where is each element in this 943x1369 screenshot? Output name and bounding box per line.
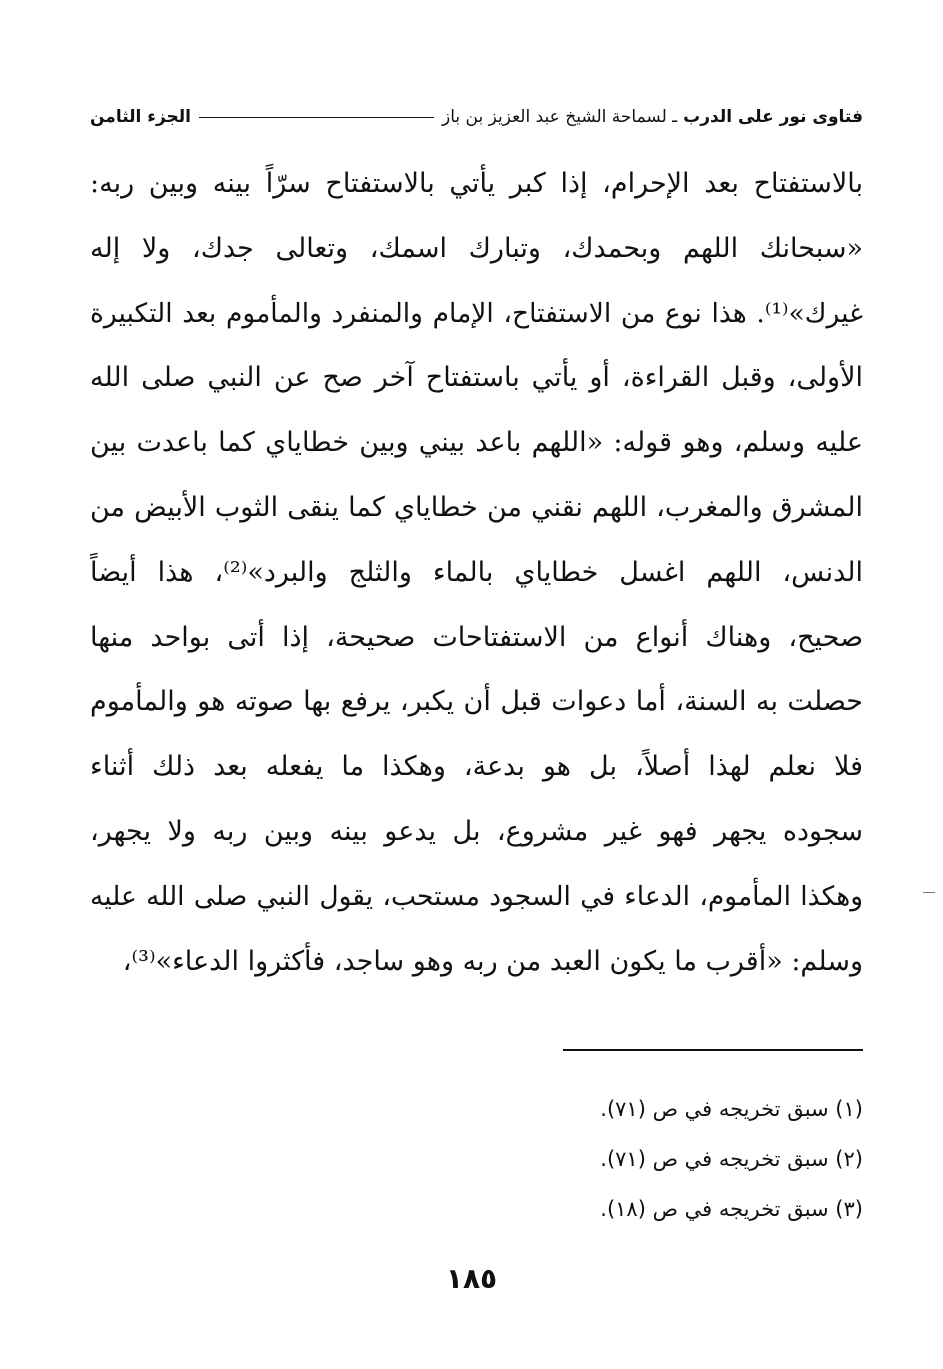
margin-mark [923,892,935,893]
footnote-1: (١) سبق تخريجه في ص (٧١). [600,1097,863,1121]
body-line: فلا نعلم لهذا أصلاً، بل هو بدعة، وهكذا ما يفعله بعد ذلك أثناء [90,751,863,783]
body-line: الدنس، اللهم اغسل خطاياي بالماء والثلج والبرد»⁽²⁾، هذا أيضاً [90,556,863,588]
body-line: «سبحانك اللهم وبحمدك، وتبارك اسمك، وتعالى جدك، ولا إله [90,232,863,264]
body-line: وسلم: «أقرب ما يكون العبد من ربه وهو ساجد، فأكثروا الدعاء»⁽³⁾، [122,945,863,977]
body-text [90,152,863,994]
running-header [90,100,863,134]
body-line: المشرق والمغرب، اللهم نقني من خطاياي كما ينقى الثوب الأبيض من [90,491,863,523]
footnote-3: (٣) سبق تخريجه في ص (١٨). [600,1197,863,1221]
body-line: حصلت به السنة، أما دعوات قبل أن يكبر، يرفع بها صوته هو والمأموم [90,686,863,718]
footnote-2: (٢) سبق تخريجه في ص (٧١). [600,1147,863,1171]
footnotes [363,1084,863,1234]
body-line: سجوده يجهر فهو غير مشروع، بل يدعو بينه وبين ربه ولا يجهر، [90,815,863,847]
header-author: ـ لسماحة الشيخ عبد العزيز بن باز [442,107,678,127]
body-line: بالاستفتاح بعد الإحرام، إذا كبر يأتي بالاستفتاح سرّاً بينه وبين ربه: [90,168,863,199]
header-book-title: فتاوى نور على الدرب [683,107,863,127]
header-part-title: الجزء الثامن [90,107,192,127]
page-number: ١٨٥ [445,1262,498,1295]
body-line: الأولى، وقبل القراءة، أو يأتي باستفتاح آخر صح عن النبي صلى الله [90,362,863,394]
header-rule [199,117,434,118]
body-line: غيرك»⁽¹⁾. هذا نوع من الاستفتاح، الإمام والمنفرد والمأموم بعد التكبيرة [90,297,863,329]
body-line: صحيح، وهناك أنواع من الاستفتاحات صحيحة، إذا أتى بواحد منها [90,621,863,653]
body-line: عليه وسلم، وهو قوله: «اللهم باعد بيني وبين خطاياي كما باعدت بين [90,427,863,459]
body-line: وهكذا المأموم، الدعاء في السجود مستحب، يقول النبي صلى الله عليه [90,880,863,912]
footnote-separator [563,1049,863,1051]
